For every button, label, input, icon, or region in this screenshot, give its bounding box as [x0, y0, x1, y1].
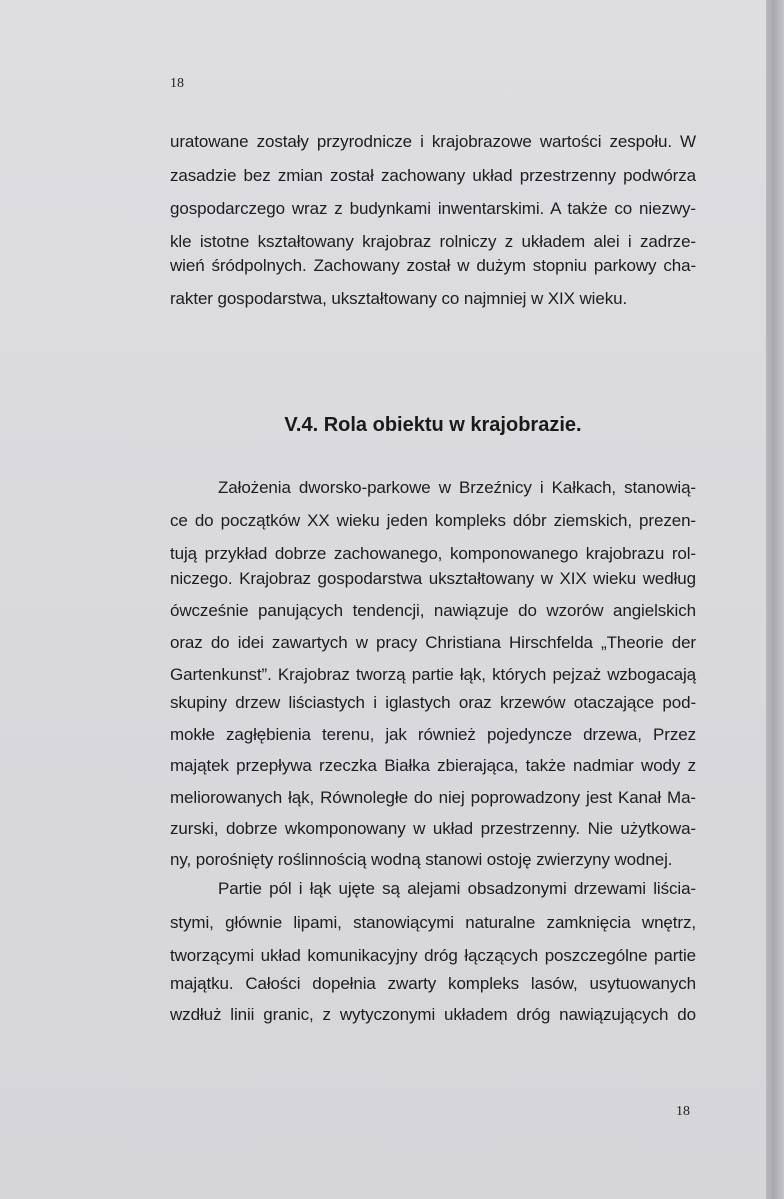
section-heading: V.4. Rola obiektu w krajobrazie. — [284, 414, 582, 436]
text-line: tują przykład dobrze zachowanego, komponowanego krajobrazu rol- — [170, 544, 696, 563]
text-line: ny, porośnięty roślinnością wodną stanowi ostoję zwierzyny wodnej. — [170, 850, 673, 869]
text-line: oraz do idei zawartych w pracy Christiana Hirschfelda „Theorie der — [170, 633, 696, 652]
text-line: stymi, głównie lipami, stanowiącymi naturalne zamknięcia wnętrz, — [170, 913, 696, 932]
text-line: gospodarczego wraz z budynkami inwentarskimi. A także co niezwy- — [170, 199, 696, 218]
text-line: Partie pól i łąk ujęte są alejami obsadzonymi drzewami liścia- — [218, 879, 696, 898]
text-line: Gartenkunst”. Krajobraz tworzą partie łąk, których pejzaż wzbogacają — [170, 665, 696, 684]
text-line: wień śródpolnych. Zachowany został w dużym stopniu parkowy cha- — [170, 256, 696, 275]
text-line: kle istotne kształtowany krajobraz rolniczy z układem alei i zadrze- — [170, 232, 696, 251]
text-line: zurski, dobrze wkomponowany w układ przestrzenny. Nie użytkowa- — [170, 819, 696, 838]
text-line: mokłe zagłębienia terenu, jak również pojedyncze drzewa, Przez — [170, 725, 696, 744]
page-edge-shadow — [766, 0, 784, 1199]
text-line: tworzącymi układ komunikacyjny dróg łączących poszczególne partie — [170, 946, 696, 965]
text-line: zasadzie bez zmian został zachowany układ przestrzenny podwórza — [170, 166, 696, 185]
text-line: majątek przepływa rzeczka Białka zbierająca, także nadmiar wody z — [170, 756, 696, 775]
text-line: ówcześnie panujących tendencji, nawiązuje do wzorów angielskich — [170, 601, 696, 620]
page-number-top: 18 — [170, 76, 184, 91]
text-line: niczego. Krajobraz gospodarstwa ukształtowany w XIX wieku według — [170, 569, 696, 588]
text-line: meliorowanych łąk, Równoległe do niej poprowadzony jest Kanał Ma- — [170, 788, 696, 807]
page-number-bottom: 18 — [676, 1104, 690, 1119]
text-line: majątku. Całości dopełnia zwarty kompleks lasów, usytuowanych — [170, 974, 696, 993]
text-line: wzdłuż linii granic, z wytyczonymi układem dróg nawiązujących do — [170, 1005, 696, 1024]
text-line: rakter gospodarstwa, ukształtowany co najmniej w XIX wieku. — [170, 289, 628, 308]
text-line: ce do początków XX wieku jeden kompleks dóbr ziemskich, prezen- — [170, 511, 696, 530]
text-line: skupiny drzew liściastych i iglastych oraz krzewów otaczające pod- — [170, 693, 696, 712]
text-line: Założenia dworsko-parkowe w Brzeźnicy i Kałkach, stanowią- — [218, 478, 696, 497]
text-line: uratowane zostały przyrodnicze i krajobrazowe wartości zespołu. W — [170, 132, 696, 151]
